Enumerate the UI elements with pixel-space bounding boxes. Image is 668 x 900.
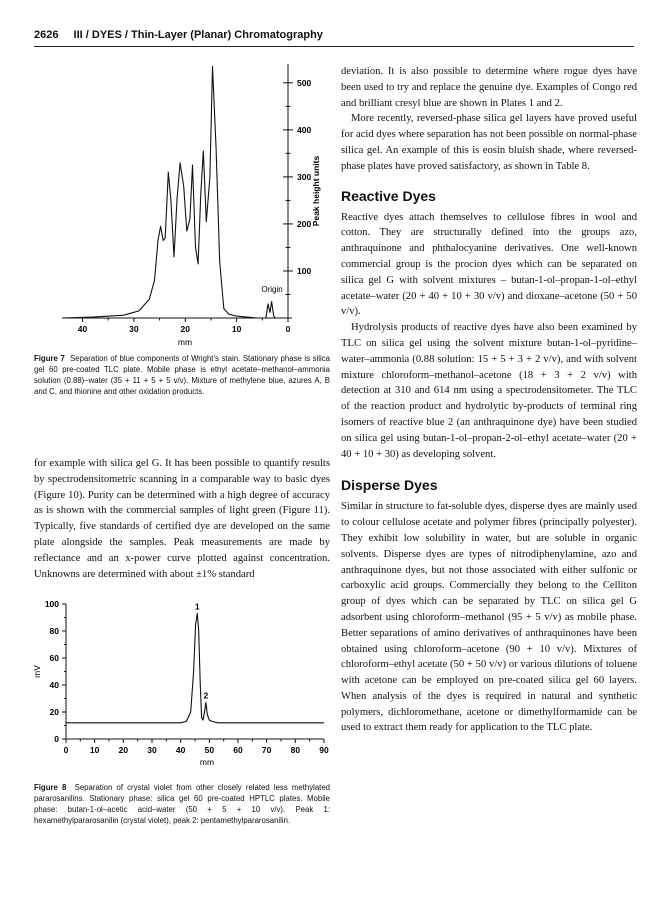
y-tick-label: 100 xyxy=(44,599,59,609)
x-tick-label: 0 xyxy=(63,745,69,755)
x-tick-label: 80 xyxy=(290,745,301,755)
x-tick-label: 30 xyxy=(147,745,157,755)
running-header xyxy=(34,29,323,41)
trace-line xyxy=(66,613,324,722)
peak-label-1: 1 xyxy=(194,601,200,612)
x-tick-label: 40 xyxy=(175,745,186,755)
trace-line xyxy=(62,66,278,318)
y-axis-label: Peak height units xyxy=(311,155,321,227)
page-number: 2626 xyxy=(34,29,59,41)
figure-7-caption xyxy=(34,353,330,397)
y-tick-label: 400 xyxy=(297,124,312,135)
right-column-text xyxy=(341,64,637,736)
x-tick-label: 70 xyxy=(261,745,272,755)
y-tick-label: 500 xyxy=(297,77,312,88)
section-heading-reactive-dyes: Reactive Dyes xyxy=(341,187,436,204)
figure-7-label: Figure 7 xyxy=(34,354,65,363)
x-tick-label: 50 xyxy=(204,745,215,755)
figure-8-caption-text: Separation of crystal violet from other closely related less methylated pararosanilins. Stationary phase: silica gel 60 pre-coated HPTLC plates. Mobile phase: butan-1-ol–acetic acid–water (50 + 5 + 10 v/v). Peak 1: hexamethylpararosanilin (crystal violet), peak 2: pentamethylpararosanilin. xyxy=(34,783,331,825)
y-tick-label: 20 xyxy=(49,707,59,717)
paragraph: Reactive dyes attach themselves to cellulose fibres in wool and cotton. They are structurally defined into the groups azo, anthraquinone and phthalocyanine derivatives. One well-known commercial group is the procion dyes which can be separated on silica gel G with solvent mixtures – butan-1-ol–propan-1-ol–ethyl acetate–water (20 + 40 + 10 + 30 v/v) and dioxane–acetone (50 + 50 v/v). xyxy=(341,211,637,318)
x-tick-label: 60 xyxy=(233,745,243,755)
x-axis-label: mm xyxy=(199,757,215,767)
x-tick-label: 30 xyxy=(129,324,139,334)
section-heading-disperse-dyes: Disperse Dyes xyxy=(341,477,438,494)
figure-8-label: Figure 8 xyxy=(34,783,67,792)
figure-8-caption xyxy=(34,782,330,826)
left-column-text xyxy=(34,456,330,582)
x-tick-label: 40 xyxy=(77,324,88,334)
paragraph: Similar in structure to fat-soluble dyes, disperse dyes are mainly used to colour cellulose acetate and polymer fibres (principally polyester). They exhibit low solubility in water, but are soluble in organic solvents. Disperse dyes are types of nitrodiphenylamine, azo and anthraquinone dyes, but not those associated with either sulfonic or carboxylic acid groups. Commercially they belong to the Celliton group of dyes which can be separated by TLC on silica gel G adsorbent using chloroform–methanol (95 + 5 v/v) as mobile phase. Better separations of amino derivatives of anthraquinones have been obtained using chloroform–acetone (90 + 10 v/v). Mixtures of chloroform–ethyl acetate (50 + 50 v/v) or various dilutions of toluene with acetone can be employed on pre-coated silica gel 60 layers. When analysis of the dyes is required in natural and synthetic polymers, dichloromethane, acetone or dimethylformamide can be used to extract them ready for application to the TLC plate. xyxy=(341,501,637,734)
x-tick-label: 20 xyxy=(180,324,191,334)
header-rule xyxy=(34,46,634,47)
x-tick-label: 10 xyxy=(89,745,100,755)
paragraph: for example with silica gel G. It has been possible to quantify results by spectrodensitometric scanning in a comparable way to basic dyes (Figure 10). Purity can be determined with a high degree of accuracy as is shown with the commercial samples of light green (Figure 11). Typically, five standards of certified dye are developed on the same plate alongside the samples. Peak measurements are made by reflectance and an x-power curve plotted against concentration. Unknowns are determined with about ±1% standard xyxy=(34,458,330,580)
y-tick-label: 80 xyxy=(49,626,59,636)
figure-7-caption-text: Separation of blue components of Wright’s stain. Stationary phase is silica gel 60 pre-coated TLC plate. Mobile phase is ethyl acetate–methanol–ammonia solution (0.88)–water (35 + 11 + 5 + 5 v/v). Mixture of methylene blue, azures A, B and C, and thionine and other oxidation products. xyxy=(34,354,331,396)
y-tick-label: 40 xyxy=(49,680,59,690)
running-title: III / DYES / Thin-Layer (Planar) Chromatography xyxy=(73,29,323,41)
figure-8-chart xyxy=(34,592,334,780)
y-tick-label: 300 xyxy=(297,171,312,182)
x-tick-label: 20 xyxy=(118,745,129,755)
x-tick-label: 90 xyxy=(319,745,329,755)
figure-7-chart xyxy=(60,60,330,350)
y-tick-label: 100 xyxy=(297,265,312,276)
paragraph: deviation. It is also possible to determine where rogue dyes have been used to try and replace the genuine dye. Examples of Congo red and brilliant cresyl blue are shown in Plates 1 and 2. xyxy=(341,66,637,109)
peak-label-2: 2 xyxy=(203,690,209,701)
x-tick-label: 10 xyxy=(231,324,242,334)
y-tick-label: 200 xyxy=(297,218,312,229)
y-tick-label: 0 xyxy=(54,734,59,744)
y-axis-label: mV xyxy=(32,665,42,678)
y-tick-label: 60 xyxy=(49,653,59,663)
x-axis-label: mm xyxy=(177,337,193,347)
paragraph: More recently, reversed-phase silica gel layers have proved useful for acid dyes where separation has not been possible on normal-phase silica gel. An example of this is eosin bluish shade, where reversed-phase plates have proved satisfactory, as shown in Table 8. xyxy=(341,113,637,172)
x-tick-label: 0 xyxy=(285,324,291,334)
origin-label: Origin xyxy=(261,285,283,295)
paragraph: Hydrolysis products of reactive dyes have also been examined by TLC on silica gel using the solvent mixture butan-1-ol–pyridine–water–ammonia (0.88 solution: 15 + 5 + 3 + 2 v/v), and with solvent mixture chloroform–methanol–acetone (18 + 3 + 2 v/v) with detection at 310 and 614 nm using a spectrodensitometer. The TLC of the reaction product and hydrolytic by-products of terminal ring isomers of reactive blue 2 (an anthraquinone dye) have been studied on silica gel using butan-1-ol–propan-2-ol–ethyl acetate–water (20 + 40 + 10 + 30) as developing solvent. xyxy=(341,322,637,460)
